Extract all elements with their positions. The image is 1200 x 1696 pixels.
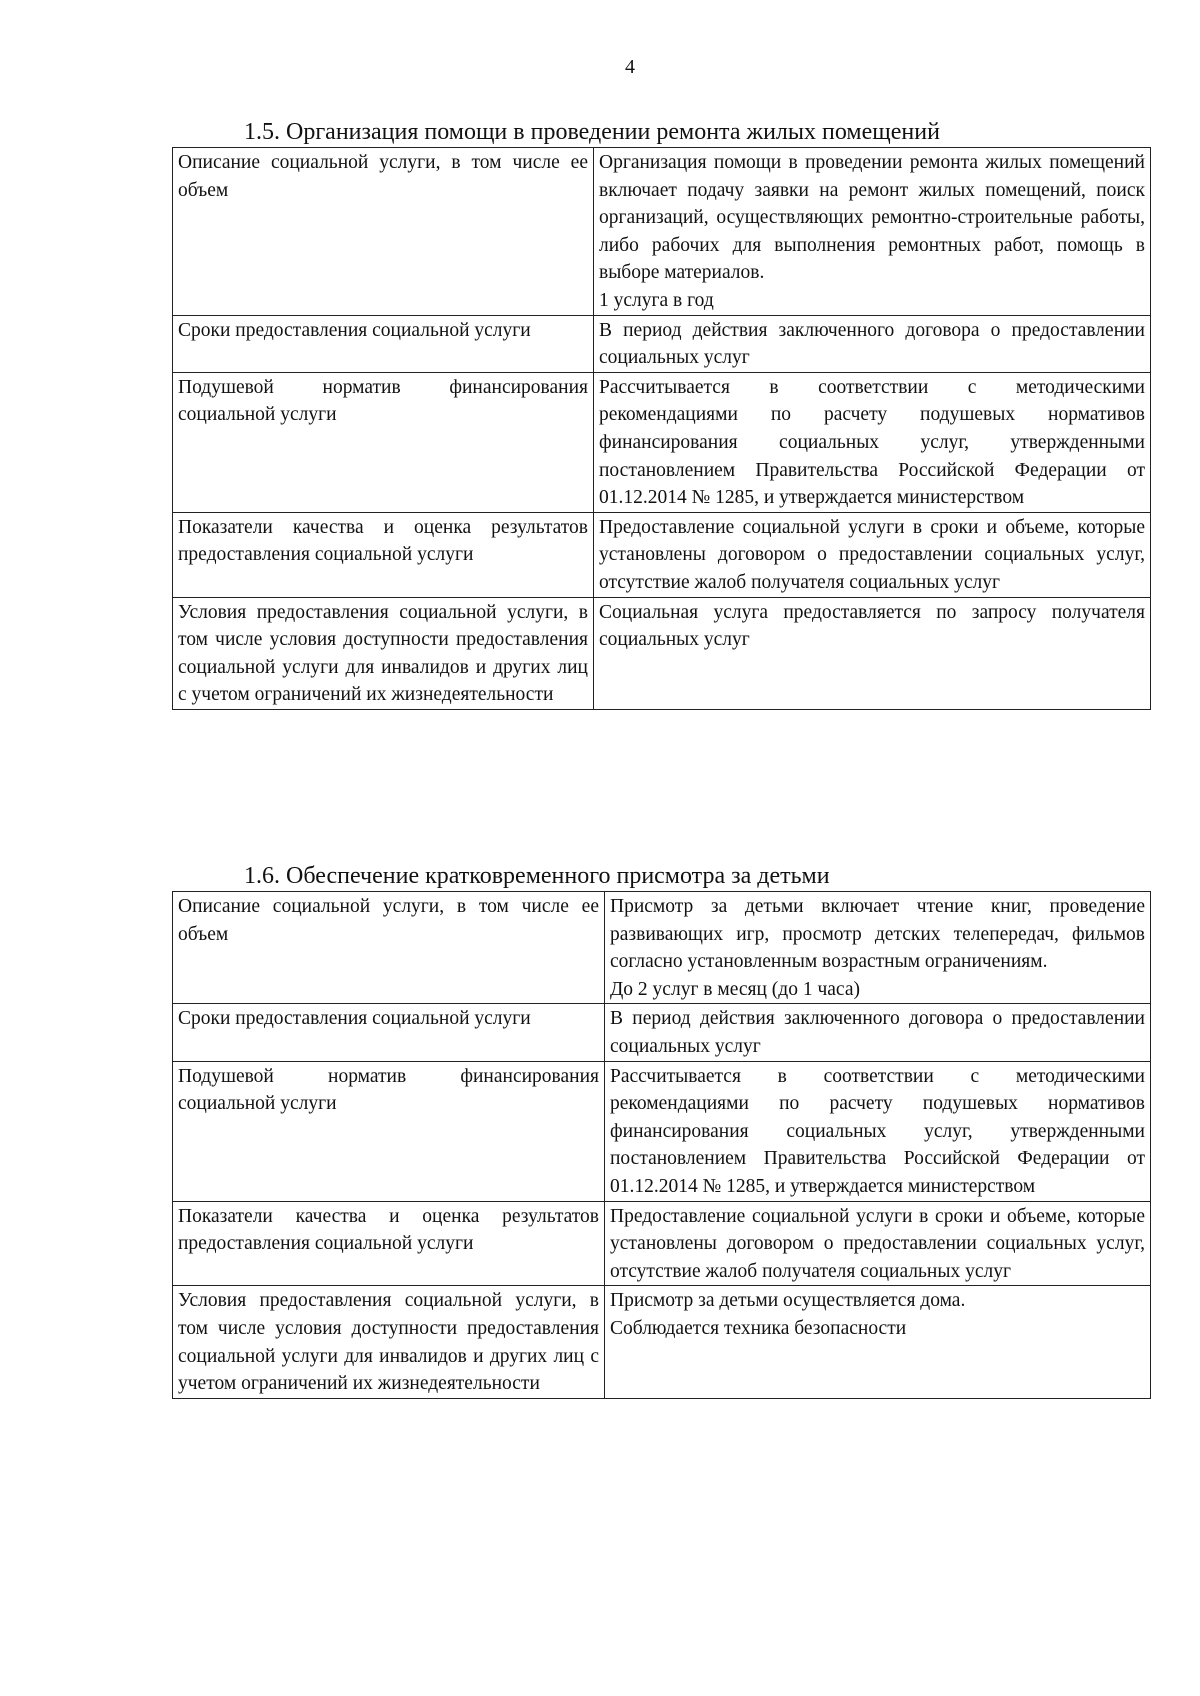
row-label: Описание социальной услуги, в том числе ее объем	[173, 148, 594, 316]
row-value	[605, 1286, 1151, 1398]
value-paragraph: Социальная услуга предоставляется по запросу получателя социальных услуг	[599, 601, 1145, 651]
table-row	[173, 892, 1151, 1004]
row-label: Условия предоставления социальной услуги, в том числе условия доступности предоставления социальной услуги для инвалидов и других лиц с учетом ограничений их жизнедеятельности	[173, 597, 594, 709]
service-table-body	[173, 148, 1151, 710]
value-paragraph: В период действия заключенного договора о предоставлении социальных услуг	[610, 1008, 1145, 1057]
section-title: 1.6. Обеспечение кратковременного присмотра за детьми	[244, 863, 830, 889]
section-title: 1.5. Организация помощи в проведении ремонта жилых помещений	[244, 119, 940, 145]
table-row	[173, 1004, 1151, 1061]
row-value	[594, 148, 1151, 316]
row-label: Показатели качества и оценка результатов предоставления социальной услуги	[173, 512, 594, 597]
table-row	[173, 1061, 1151, 1201]
row-label: Подушевой норматив финансирования социальной услуги	[173, 372, 594, 512]
table-row	[173, 512, 1151, 597]
value-paragraph: Рассчитывается в соответствии с методическими рекомендациями по расчету подушевых нормативов финансирования социальных услуг, утвержденными постановлением Правительства Российской Федерации от 01.12.2014 № 1285, и утверждается министерством	[599, 376, 1145, 509]
service-table	[172, 147, 1151, 710]
page-number: 4	[625, 56, 635, 78]
row-label: Показатели качества и оценка результатов предоставления социальной услуги	[173, 1201, 605, 1286]
row-value	[594, 512, 1151, 597]
service-table	[172, 891, 1151, 1399]
value-paragraph: Организация помощи в проведении ремонта жилых помещений включает подачу заявки на ремонт жилых помещений, поиск организаций, осуществляющих ремонтно-строительные работы, либо рабочих для выполнения ремонтных работ, помощь в выборе материалов.	[599, 152, 1145, 284]
row-value	[605, 1004, 1151, 1061]
row-label: Сроки предоставления социальной услуги	[173, 1004, 605, 1061]
value-paragraph: До 2 услуг в месяц (до 1 часа)	[610, 978, 860, 1000]
row-value	[594, 372, 1151, 512]
row-label: Сроки предоставления социальной услуги	[173, 315, 594, 372]
table-row	[173, 1286, 1151, 1398]
value-paragraph: В период действия заключенного договора о предоставлении социальных услуг	[599, 319, 1145, 369]
table-row	[173, 372, 1151, 512]
value-paragraph: Присмотр за детьми осуществляется дома.	[610, 1290, 966, 1312]
table-row	[173, 315, 1151, 372]
section-1-6	[172, 862, 1150, 1399]
value-paragraph: Предоставление социальной услуги в сроки и объеме, которые установлены договором о предоставлении социальных услуг, отсутствие жалоб получателя социальных услуг	[610, 1205, 1145, 1282]
row-value	[594, 315, 1151, 372]
row-value	[605, 1201, 1151, 1286]
row-value	[605, 1061, 1151, 1201]
value-paragraph: Рассчитывается в соответствии с методическими рекомендациями по расчету подушевых нормативов финансирования социальных услуг, утвержденными постановлением Правительства Российской Федерации от 01.12.2014 № 1285, и утверждается министерством	[610, 1065, 1145, 1197]
row-value	[605, 892, 1151, 1004]
service-table-body	[173, 892, 1151, 1399]
value-paragraph: Присмотр за детьми включает чтение книг, проведение развивающих игр, просмотр детских телепередач, фильмов согласно установленным возрастным ограничениям.	[610, 896, 1145, 973]
table-row	[173, 148, 1151, 316]
value-paragraph: Соблюдается техника безопасности	[610, 1317, 907, 1339]
row-label: Подушевой норматив финансирования социальной услуги	[173, 1061, 605, 1201]
table-row	[173, 597, 1151, 709]
row-label: Описание социальной услуги, в том числе ее объем	[173, 892, 605, 1004]
row-value	[594, 597, 1151, 709]
section-1-5	[172, 118, 1150, 710]
value-paragraph: Предоставление социальной услуги в сроки и объеме, которые установлены договором о предоставлении социальных услуг, отсутствие жалоб получателя социальных услуг	[599, 516, 1145, 593]
value-paragraph: 1 услуга в год	[599, 289, 714, 311]
table-row	[173, 1201, 1151, 1286]
row-label: Условия предоставления социальной услуги, в том числе условия доступности предоставления социальной услуги для инвалидов и других лиц с учетом ограничений их жизнедеятельности	[173, 1286, 605, 1398]
